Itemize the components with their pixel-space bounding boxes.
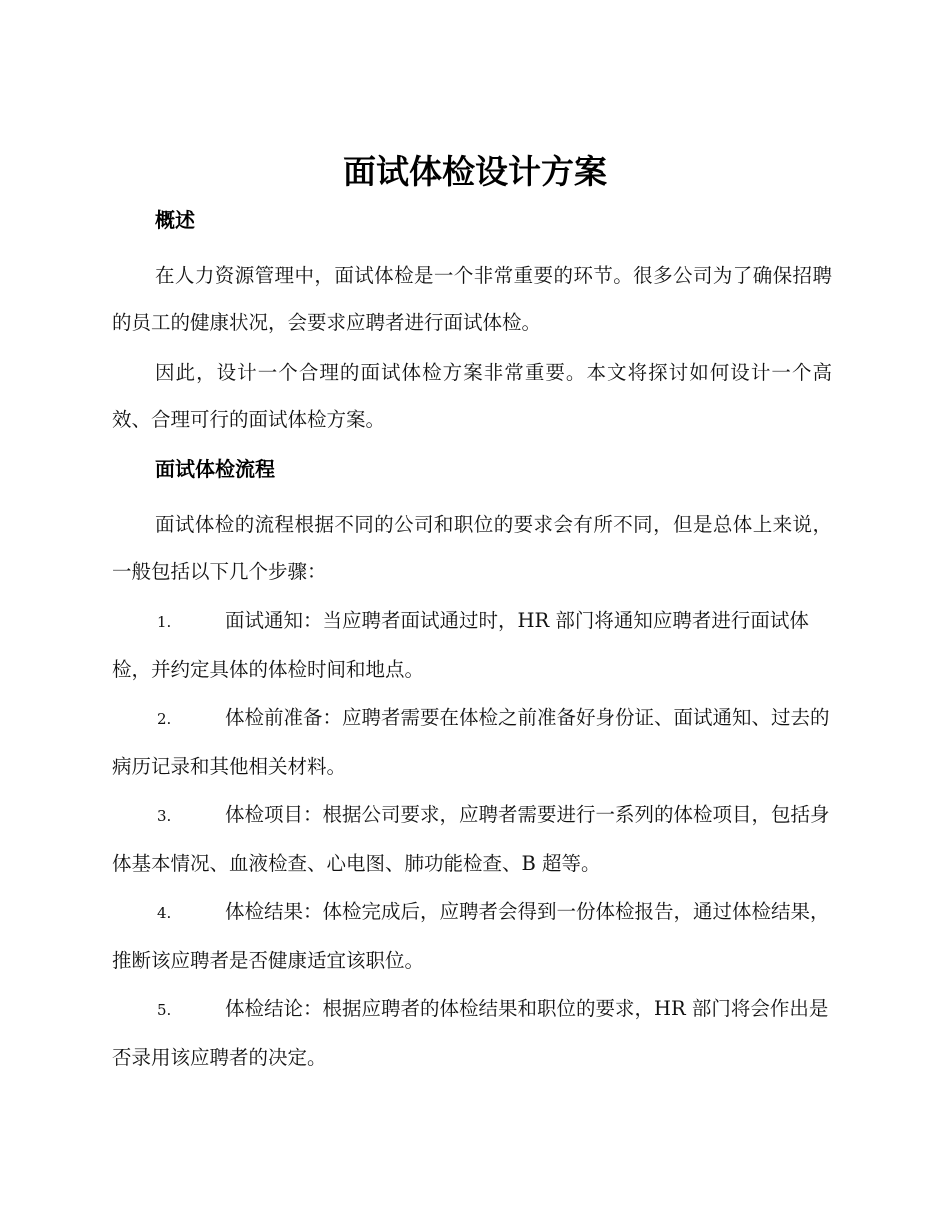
list-item (112, 791, 832, 887)
list-item-text: 体检结论：根据应聘者的体检结果和职位的要求，HR 部门将会作出是否录用该应聘者的决定。 (112, 997, 829, 1069)
list-item-number: 4. (157, 904, 172, 922)
section-heading-overview: 概述 (155, 208, 195, 232)
list-item (112, 985, 832, 1081)
paragraph-intro-2: 因此，设计一个合理的面试体检方案非常重要。本文将探讨如何设计一个高效、合理可行的面试体检方案。 (112, 361, 832, 431)
paragraph-process-intro: 面试体检的流程根据不同的公司和职位的要求会有所不同，但是总体上来说，一般包括以下几个步骤： (112, 513, 832, 583)
list-item (112, 888, 832, 984)
list-item-text: 面试通知：当应聘者面试通过时，HR 部门将通知应聘者进行面试体检，并约定具体的体检时间和地点。 (112, 609, 809, 681)
list-item (112, 694, 832, 790)
list-item-text: 体检结果：体检完成后，应聘者会得到一份体检报告，通过体检结果，推断该应聘者是否健康适宜该职位。 (112, 900, 830, 972)
list-item-number: 5. (157, 1001, 172, 1019)
paragraph-intro-1: 在人力资源管理中，面试体检是一个非常重要的环节。很多公司为了确保招聘的员工的健康状况，会要求应聘者进行面试体检。 (112, 264, 832, 334)
document-title: 面试体检设计方案 (343, 152, 607, 191)
list-item-number: 3. (157, 807, 172, 825)
section-heading-process: 面试体检流程 (155, 457, 275, 481)
list-item-number: 2. (157, 710, 172, 728)
list-item-number: 1. (157, 613, 172, 631)
list-item (112, 597, 832, 693)
list-item-text: 体检项目：根据公司要求，应聘者需要进行一系列的体检项目，包括身体基本情况、血液检查、心电图、肺功能检查、B 超等。 (112, 803, 830, 875)
list-item-text: 体检前准备：应聘者需要在体检之前准备好身份证、面试通知、过去的病历记录和其他相关材料。 (112, 706, 830, 778)
